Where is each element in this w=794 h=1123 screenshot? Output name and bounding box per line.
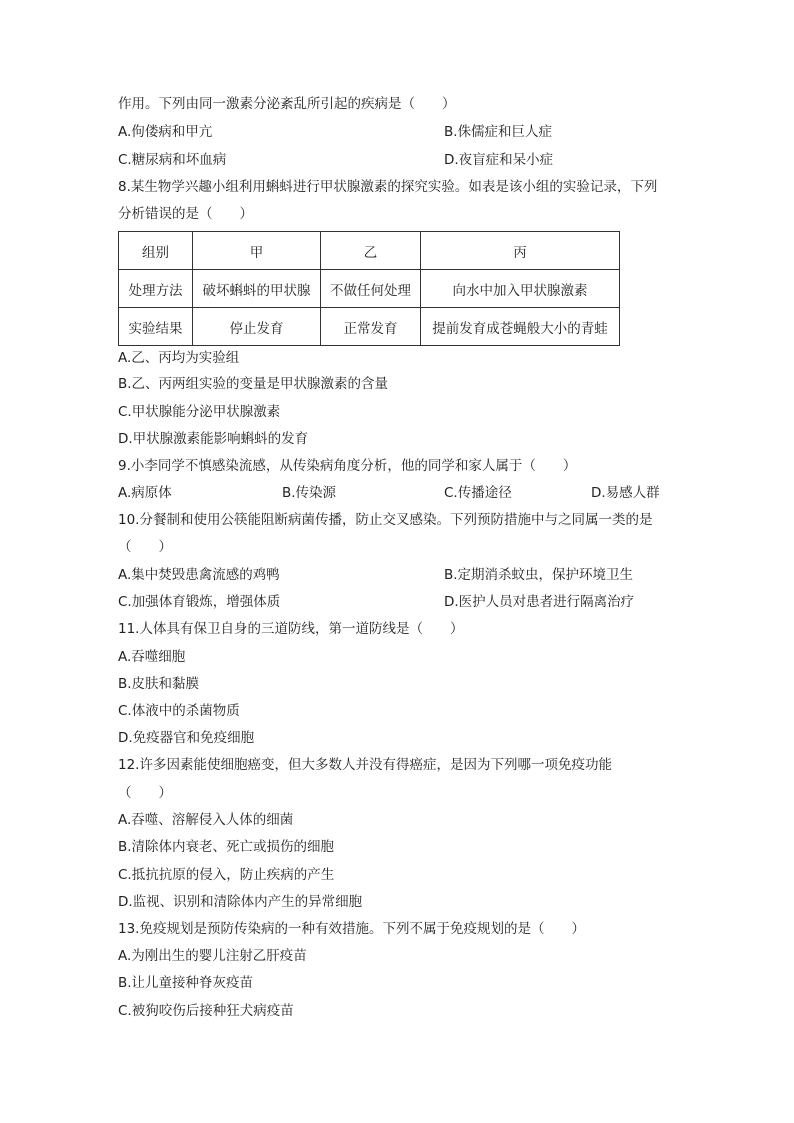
table-cell: 提前发育成苍蝇般大小的青蛙 bbox=[421, 308, 620, 346]
q7-option-a: A.佝偻病和甲亢 bbox=[118, 124, 213, 140]
q12-option-d: D.监视、识别和清除体内产生的异常细胞 bbox=[118, 894, 363, 910]
experiment-table bbox=[118, 231, 620, 346]
table-cell: 向水中加入甲状腺激素 bbox=[421, 270, 620, 308]
q9-option-c: C.传播途径 bbox=[444, 485, 512, 501]
q11-option-b: B.皮肤和黏膜 bbox=[118, 676, 200, 692]
q7-option-c: C.糖尿病和坏血病 bbox=[118, 152, 227, 168]
q11-option-a: A.吞噬细胞 bbox=[118, 649, 186, 665]
q13-option-b: B.让儿童接种脊灰疫苗 bbox=[118, 975, 254, 991]
q11-option-d: D.免疫器官和免疫细胞 bbox=[118, 730, 255, 746]
q9-option-d: D.易感人群 bbox=[591, 485, 660, 501]
table-cell: 停止发育 bbox=[193, 308, 321, 346]
q8-option-a: A.乙、丙均为实验组 bbox=[118, 350, 240, 366]
table-cell: 处理方法 bbox=[119, 270, 193, 308]
table-row bbox=[119, 270, 620, 308]
q8-stem-line2: 分析错误的是（ ） bbox=[118, 206, 253, 222]
table-header-row bbox=[119, 232, 620, 270]
q8-option-d: D.甲状腺激素能影响蝌蚪的发育 bbox=[118, 431, 309, 447]
table-header-cell: 甲 bbox=[193, 232, 321, 270]
table-cell: 不做任何处理 bbox=[321, 270, 421, 308]
q12-stem-line2: （ ） bbox=[118, 785, 172, 801]
q10-option-b: B.定期消杀蚊虫，保护环境卫生 bbox=[444, 567, 634, 583]
q10-stem-line2: （ ） bbox=[118, 539, 172, 555]
table-header-cell: 组别 bbox=[119, 232, 193, 270]
q10-option-c: C.加强体育锻炼，增强体质 bbox=[118, 594, 281, 610]
table-cell: 实验结果 bbox=[119, 308, 193, 346]
q8-option-c: C.甲状腺能分泌甲状腺激素 bbox=[118, 404, 281, 420]
q11-stem: 11.人体具有保卫自身的三道防线，第一道防线是（ ） bbox=[118, 621, 464, 637]
q12-option-c: C.抵抗抗原的侵入，防止疾病的产生 bbox=[118, 867, 335, 883]
q10-option-a: A.集中焚毁患禽流感的鸡鸭 bbox=[118, 567, 280, 583]
q9-option-b: B.传染源 bbox=[282, 485, 337, 501]
q11-option-c: C.体液中的杀菌物质 bbox=[118, 703, 240, 719]
q8-stem-line1: 8.某生物学兴趣小组利用蝌蚪进行甲状腺激素的探究实验。如表是该小组的实验记录，下列 bbox=[118, 179, 658, 195]
table-cell: 破坏蝌蚪的甲状腺 bbox=[193, 270, 321, 308]
q10-stem-line1: 10.分餐制和使用公筷能阻断病菌传播，防止交叉感染。下列预防措施中与之同属一类的是 bbox=[118, 512, 653, 528]
table-header-cell: 丙 bbox=[421, 232, 620, 270]
q12-stem-line1: 12.许多因素能使细胞癌变，但大多数人并没有得癌症，是因为下列哪一项免疫功能 bbox=[118, 757, 612, 773]
q8-option-b: B.乙、丙两组实验的变量是甲状腺激素的含量 bbox=[118, 376, 389, 392]
q9-option-a: A.病原体 bbox=[118, 485, 172, 501]
table-cell: 正常发育 bbox=[321, 308, 421, 346]
q12-option-a: A.吞噬、溶解侵入人体的细菌 bbox=[118, 812, 294, 828]
q10-option-d: D.医护人员对患者进行隔离治疗 bbox=[444, 594, 635, 610]
q9-stem: 9.小李同学不慎感染流感，从传染病角度分析，他的同学和家人属于（ ） bbox=[118, 458, 577, 474]
q13-option-c: C.被狗咬伤后接种狂犬病疫苗 bbox=[118, 1003, 294, 1019]
q12-option-b: B.清除体内衰老、死亡或损伤的细胞 bbox=[118, 839, 335, 855]
table-row bbox=[119, 308, 620, 346]
table-header-cell: 乙 bbox=[321, 232, 421, 270]
q7-option-b: B.侏儒症和巨人症 bbox=[444, 124, 553, 140]
q7-option-d: D.夜盲症和呆小症 bbox=[444, 152, 554, 168]
q13-stem: 13.免疫规划是预防传染病的一种有效措施。下列不属于免疫规划的是（ ） bbox=[118, 921, 585, 937]
q13-option-a: A.为刚出生的婴儿注射乙肝疫苗 bbox=[118, 948, 307, 964]
q7-stem: 作用。下列由同一激素分泌紊乱所引起的疾病是（ ） bbox=[118, 96, 456, 112]
